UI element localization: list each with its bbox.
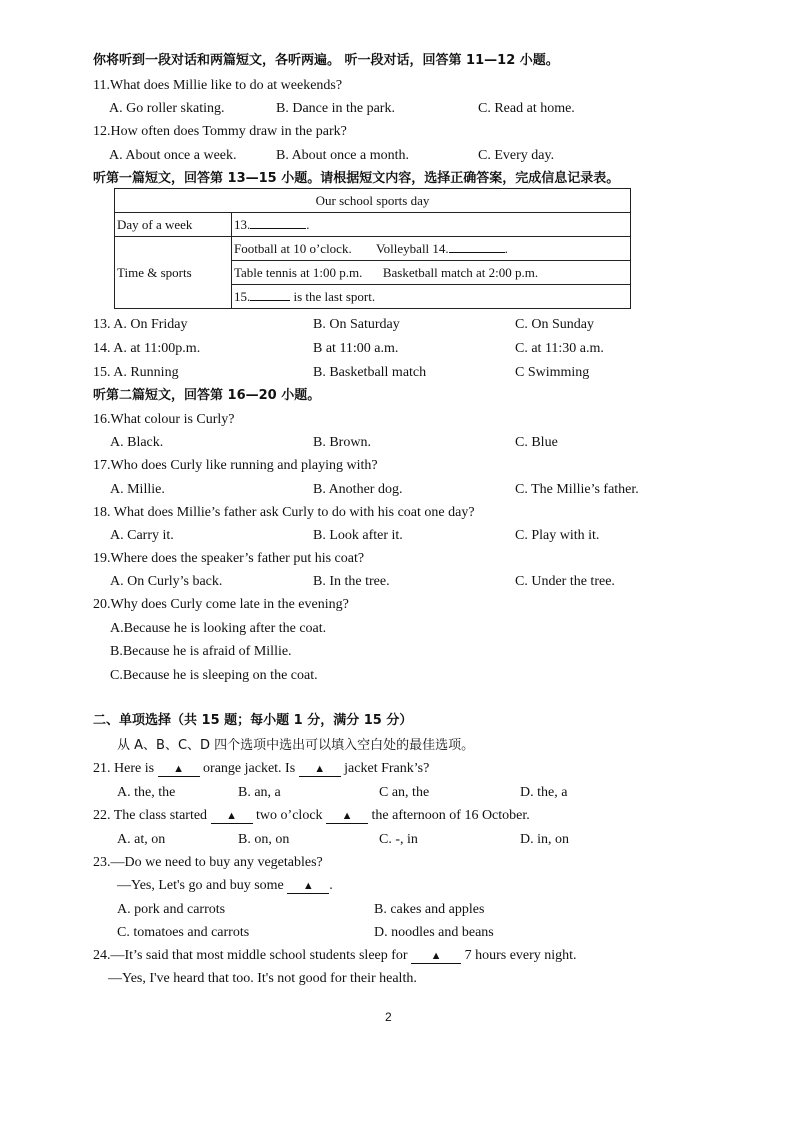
question-23-option-b[interactable]: B. cakes and apples: [374, 902, 485, 917]
question-22-option-b[interactable]: B. on, on: [238, 832, 290, 847]
question-11-option-c[interactable]: C. Read at home.: [478, 101, 575, 116]
question-24-reply: —Yes, I've heard that too. It's not good for their health.: [108, 971, 417, 986]
question-16-option-c[interactable]: C. Blue: [515, 435, 558, 450]
section-2-instructions: 从 A、B、C、D 四个选项中选出可以填入空白处的最佳选项。: [117, 738, 475, 753]
question-18-stem: 18. What does Millie’s father ask Curly to do with his coat one day?: [93, 505, 475, 520]
last-sport-text: is the last sport.: [293, 288, 376, 304]
question-23-option-d[interactable]: D. noodles and beans: [374, 925, 494, 940]
question-24-stem: 24.—It’s said that most middle school students sleep for ▲ 7 hours every night.: [93, 948, 577, 963]
question-13-option-b[interactable]: B. On Saturday: [313, 317, 400, 332]
question-23-option-c[interactable]: C. tomatoes and carrots: [117, 925, 250, 940]
blank-14[interactable]: [449, 252, 505, 253]
question-17-option-a[interactable]: A. Millie.: [110, 482, 165, 497]
question-13-option-a[interactable]: 13. A. On Friday: [93, 317, 188, 332]
table-row-label-day: Day of a week: [115, 213, 232, 237]
blank-21-1[interactable]: [158, 762, 200, 777]
passage-1-intro: 听第一篇短文，回答第 13—15 小题。请根据短文内容，选择正确答案，完成信息记录表。: [93, 171, 620, 186]
question-19-option-c[interactable]: C. Under the tree.: [515, 574, 615, 589]
question-21-option-c[interactable]: C an, the: [379, 785, 430, 800]
question-22-option-d[interactable]: D. in, on: [520, 832, 569, 847]
question-14-option-c[interactable]: C. at 11:30 a.m.: [515, 341, 604, 356]
blank-13-label: 13.: [234, 216, 251, 232]
blank-22-2[interactable]: [326, 809, 368, 824]
volleyball-text: Volleyball 14.: [375, 240, 449, 256]
question-16-option-a[interactable]: A. Black.: [110, 435, 164, 450]
question-16-option-b[interactable]: B. Brown.: [313, 435, 371, 450]
question-22-stem: 22. The class started ▲ two o’clock ▲ the afternoon of 16 October.: [93, 808, 530, 823]
triangle-marker-icon: ▲: [226, 810, 237, 822]
question-14-option-b[interactable]: B at 11:00 a.m.: [313, 341, 399, 356]
question-18-option-c[interactable]: C. Play with it.: [515, 528, 600, 543]
question-20-stem: 20.Why does Curly come late in the evening?: [93, 597, 349, 612]
question-15-option-c[interactable]: C Swimming: [515, 365, 590, 380]
question-20-option-c[interactable]: C.Because he is sleeping on the coat.: [110, 668, 318, 683]
question-21-option-d[interactable]: D. the, a: [520, 785, 568, 800]
table-row-label-time-sports: Time & sports: [115, 237, 232, 309]
table-cell-football-volleyball: Football at 10 o’clock. Volleyball 14. .: [232, 237, 631, 261]
question-14-option-a[interactable]: 14. A. at 11:00p.m.: [93, 341, 201, 356]
question-22-option-c[interactable]: C. -, in: [379, 832, 418, 847]
table-tennis-text: Table tennis at 1:00 p.m.: [234, 264, 363, 280]
passage-2-intro: 听第二篇短文，回答第 16—20 小题。: [93, 388, 321, 403]
sports-day-table: [114, 188, 631, 309]
question-11-option-b[interactable]: B. Dance in the park.: [276, 101, 395, 116]
triangle-marker-icon: ▲: [314, 763, 326, 775]
question-11-stem: 11.What does Millie like to do at weekends?: [93, 78, 343, 93]
question-18-option-b[interactable]: B. Look after it.: [313, 528, 403, 543]
question-16-stem: 16.What colour is Curly?: [93, 412, 235, 427]
table-cell-day: 13. .: [232, 213, 631, 237]
question-23-stem: 23.—Do we need to buy any vegetables?: [93, 855, 323, 870]
blank-15-label: 15.: [234, 288, 251, 304]
question-17-option-b[interactable]: B. Another dog.: [313, 482, 403, 497]
table-cell-last-sport: [232, 285, 631, 309]
triangle-marker-icon: ▲: [430, 950, 442, 962]
blank-15[interactable]: [250, 300, 290, 301]
table-cell-tennis-basketball: [232, 261, 631, 285]
question-12-option-c[interactable]: C. Every day.: [478, 148, 555, 163]
question-18-option-a[interactable]: A. Carry it.: [110, 528, 174, 543]
blank-13[interactable]: [250, 228, 306, 229]
question-15-option-a[interactable]: 15. A. Running: [93, 365, 179, 380]
triangle-marker-icon: ▲: [302, 880, 314, 892]
triangle-marker-icon: ▲: [341, 810, 353, 822]
question-15-option-b[interactable]: B. Basketball match: [313, 365, 427, 380]
triangle-marker-icon: ▲: [173, 763, 184, 775]
question-22-option-a[interactable]: A. at, on: [117, 832, 166, 847]
question-23-reply: —Yes, Let's go and buy some ▲ .: [117, 878, 333, 893]
blank-24[interactable]: [411, 949, 461, 964]
question-23-option-a[interactable]: A. pork and carrots: [117, 902, 226, 917]
basketball-text: Basketball match at 2:00 p.m.: [382, 264, 539, 280]
page-number: 2: [385, 1010, 392, 1024]
question-20-option-b[interactable]: B.Because he is afraid of Millie.: [110, 644, 292, 659]
blank-23[interactable]: [287, 879, 329, 894]
question-13-option-c[interactable]: C. On Sunday: [515, 317, 594, 332]
question-20-option-a[interactable]: A.Because he is looking after the coat.: [110, 621, 327, 636]
question-19-option-a[interactable]: A. On Curly’s back.: [110, 574, 223, 589]
blank-21-2[interactable]: [299, 762, 341, 777]
question-11-option-a[interactable]: A. Go roller skating.: [109, 101, 225, 116]
listening-section-intro: 你将听到一段对话和两篇短文，各听两遍。 听一段对话，回答第 11—12 小题。: [93, 53, 559, 68]
section-2-title: 二、单项选择（共 15 题；每小题 1 分，满分 15 分）: [93, 713, 413, 728]
question-21-stem: 21. Here is ▲ orange jacket. Is ▲ jacket Frank’s?: [93, 761, 430, 776]
question-12-option-b[interactable]: B. About once a month.: [276, 148, 409, 163]
question-12-option-a[interactable]: A. About once a week.: [109, 148, 237, 163]
blank-22-1[interactable]: [211, 809, 253, 824]
table-title: Our school sports day: [115, 189, 631, 213]
question-19-stem: 19.Where does the speaker’s father put his coat?: [93, 551, 365, 566]
question-21-option-a[interactable]: A. the, the: [117, 785, 176, 800]
question-17-option-c[interactable]: C. The Millie’s father.: [515, 482, 639, 497]
question-21-option-b[interactable]: B. an, a: [238, 785, 281, 800]
football-text: Football at 10 o’clock.: [234, 240, 352, 256]
question-17-stem: 17.Who does Curly like running and playing with?: [93, 458, 378, 473]
question-19-option-b[interactable]: B. In the tree.: [313, 574, 390, 589]
question-12-stem: 12.How often does Tommy draw in the park?: [93, 124, 347, 139]
